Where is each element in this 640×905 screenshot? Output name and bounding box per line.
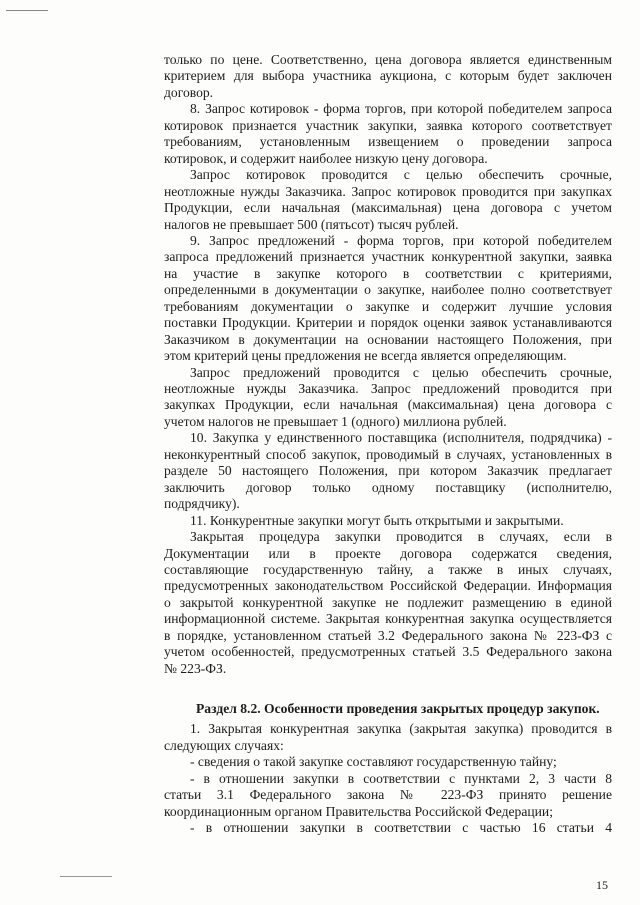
text-line: 1. Закрытая конкурентная закупка (закрытая закупка) проводится в	[190, 721, 612, 737]
text-line: котировок признается участник закупки, заявка которого соответствует	[164, 117, 612, 133]
text-line: предусмотренных законодательством Российской Федерации. Информация	[164, 578, 612, 594]
text-line: требованиям, установленным извещением о проведении запроса	[164, 134, 612, 150]
scan-mark-bottom-left	[60, 876, 112, 877]
text-line: - в отношении закупки в соответствии с пунктами 2, 3 части 8	[190, 770, 612, 786]
text-line: следующих случаях:	[164, 737, 284, 753]
text-line: Продукции, если начальная (максимальная) цена договора с учетом	[164, 200, 612, 215]
text-line: Запрос котировок проводится с целью обеспечить срочные,	[190, 167, 612, 183]
text-line: критерием для выбора участника аукциона, с которым будет заключен	[164, 68, 612, 84]
text-line: Заказчиком в документации на основании настоящего Положения, при	[164, 331, 612, 347]
page-number: 15	[596, 878, 608, 892]
text-line: только по цене. Соответственно, цена договора является единственным	[164, 52, 612, 67]
text-line: закупках Продукции, если начальная (максимальная) цена договора с	[164, 397, 612, 413]
text-line: Запрос предложений проводится с целью обеспечить срочные,	[190, 364, 612, 380]
text-line: - в отношении закупки в соответствии с частью 16 статьи 4	[190, 820, 612, 835]
text-line: на участие в закупке которого в соответствии с критериями,	[164, 265, 612, 281]
text-line: неотложные нужды Заказчика. Запрос котировок проводится при закупках	[164, 183, 612, 199]
text-line: заключить договор только одному поставщику (исполнителю,	[164, 479, 612, 495]
text-line: статьи 3.1 Федерального закона № 223-ФЗ принято решение	[164, 787, 612, 803]
text-line: 11. Конкурентные закупки могут быть открытыми и закрытыми.	[190, 512, 564, 528]
text-line: 9. Запрос предложений - форма торгов, при которой победителем	[190, 232, 612, 248]
text-line: котировок, и содержит наиболее низкую цену договора.	[164, 150, 488, 166]
text-line: информационной системе. Закрытая конкурентная закупка осуществляется	[164, 611, 612, 627]
text-line: Документации или в проекте договора содержатся сведения,	[164, 545, 612, 561]
text-line: поставки Продукции. Критерии и порядок оценки заявок устанавливаются	[164, 315, 612, 331]
text-line: о закрытой конкурентной закупке не подлежит размещению в единой	[164, 594, 612, 610]
text-line: составляющие государственную тайну, а также в иных случаях,	[164, 561, 612, 577]
text-line: 8. Запрос котировок - форма торгов, при которой победителем запроса	[190, 101, 612, 117]
text-line: неконкурентный способ закупок, проводимый в случаях, установленных в	[164, 446, 612, 462]
text-line: 10. Закупка у единственного поставщика (исполнителя, подрядчика) -	[190, 430, 612, 446]
text-line: налогов не превышает 500 (пятьсот) тысяч рублей.	[164, 216, 459, 232]
text-line: в порядке, установленном статьей 3.2 Федерального закона № 223-ФЗ с	[164, 627, 612, 643]
text-line: разделе 50 настоящего Положения, при котором Заказчик предлагает	[164, 463, 612, 479]
text-line: координационным органом Правительства Российской Федерации;	[164, 803, 553, 819]
section-heading: Раздел 8.2. Особенности проведения закрытых процедур закупок.	[196, 700, 600, 716]
text-line: требованиям документации о закупке и содержит лучшие условия	[164, 298, 612, 314]
text-line: - сведения о такой закупке составляют государственную тайну;	[190, 754, 557, 770]
text-line: запроса предложений признается участник конкурентной закупки, заявка	[164, 249, 612, 265]
text-line: этом критерий цены предложения не всегда является определяющим.	[164, 348, 567, 364]
text-line: учетом особенностей, предусмотренных статьей 3.5 Федерального закона	[164, 644, 612, 660]
text-line: определенными в документации о закупке, наиболее полно соответствует	[164, 282, 612, 298]
text-line: неотложные нужды Заказчика. Запрос предложений проводится при	[164, 381, 612, 396]
text-line: подрядчику).	[164, 496, 240, 512]
text-line: № 223-ФЗ.	[164, 660, 227, 676]
scan-mark-top-left	[6, 10, 48, 11]
text-line: учетом налогов не превышает 1 (одного) миллиона рублей.	[164, 413, 507, 429]
text-line: Закрытая процедура закупки проводится в случаях, если в	[190, 529, 612, 544]
text-line: договор.	[164, 84, 214, 100]
